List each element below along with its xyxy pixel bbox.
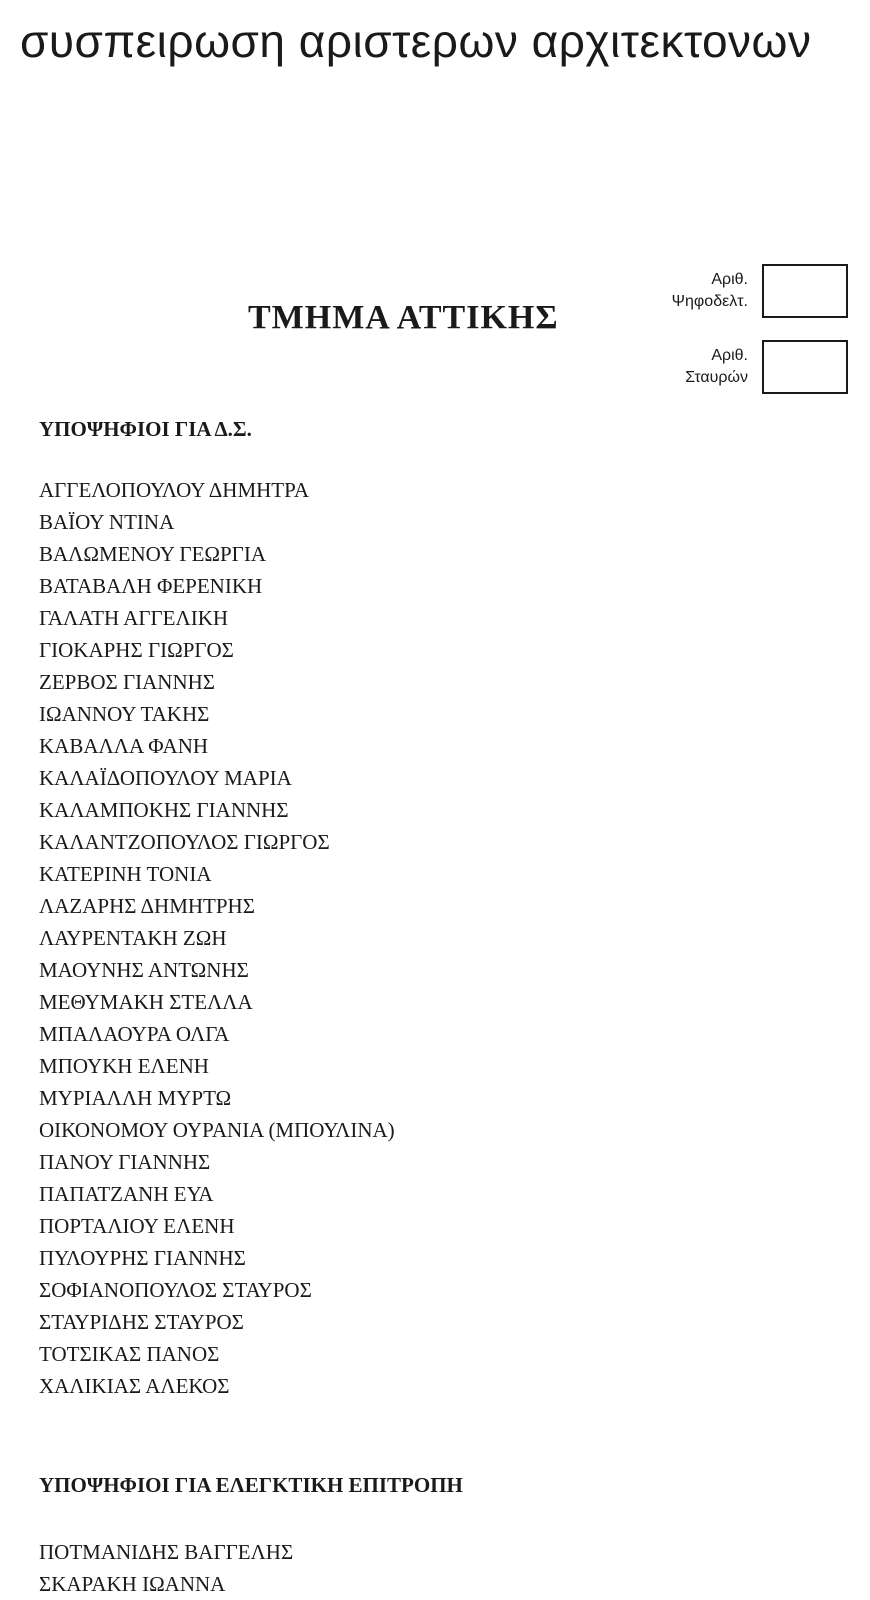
- candidate-name: ΠΟΤΜΑΝΙΔΗΣ ΒΑΓΓΕΛΗΣ: [39, 1540, 294, 1564]
- candidate-name: ΤΟΤΣΙΚΑΣ ΠΑΝΟΣ: [39, 1342, 220, 1366]
- audit-candidates-list: [39, 1536, 293, 1600]
- candidate-name: ΓΑΛΑΤΗ ΑΓΓΕΛΙΚΗ: [39, 606, 229, 630]
- candidate-name: ΠΟΡΤΑΛΙΟΥ ΕΛΕΝΗ: [39, 1214, 235, 1238]
- candidate-name: ΓΙΟΚΑΡΗΣ ΓΙΩΡΓΟΣ: [39, 638, 234, 662]
- ballot-count-box: [762, 264, 848, 318]
- candidate-name: ΟΙΚΟΝΟΜΟΥ ΟΥΡΑΝΙΑ (ΜΠΟΥΛΙΝΑ): [39, 1118, 395, 1142]
- candidate-name: ΣΤΑΥΡΙΔΗΣ ΣΤΑΥΡΟΣ: [39, 1310, 244, 1334]
- audit-candidates-heading: ΥΠΟΨΗΦΙΟΙ ΓΙΑ ΕΛΕΓΚΤΙΚΗ ΕΠΙΤΡΟΠΗ: [39, 1473, 463, 1497]
- candidate-name: ΣΚΑΡΑΚΗ ΙΩΑΝΝΑ: [39, 1572, 226, 1596]
- candidate-name: ΜΥΡΙΑΛΛΗ ΜΥΡΤΩ: [39, 1086, 232, 1110]
- candidate-name: ΒΑΤΑΒΑΛΗ ΦΕΡΕΝΙΚΗ: [39, 574, 263, 598]
- candidate-name: ΚΑΛΑΪΔΟΠΟΥΛΟΥ ΜΑΡΙΑ: [39, 766, 292, 790]
- cross-count-row: [685, 340, 848, 394]
- candidate-name: ΚΑΤΕΡΙΝΗ ΤΟΝΙΑ: [39, 862, 212, 886]
- candidate-name: ΠΥΛΟΥΡΗΣ ΓΙΑΝΝΗΣ: [39, 1246, 246, 1270]
- candidate-name: ΛΑΥΡΕΝΤΑΚΗ ΖΩΗ: [39, 926, 227, 950]
- cross-count-box: [762, 340, 848, 394]
- candidate-name: ΛΑΖΑΡΗΣ ΔΗΜΗΤΡΗΣ: [39, 894, 255, 918]
- candidate-name: ΚΑΒΑΛΛΑ ΦΑΝΗ: [39, 734, 209, 758]
- cross-count-label-line1: Αριθ.: [711, 347, 748, 364]
- candidate-name: ΜΑΟΥΝΗΣ ΑΝΤΩΝΗΣ: [39, 958, 249, 982]
- ballot-count-label: [672, 269, 748, 313]
- candidate-name: ΜΠΑΛΑΟΥΡΑ ΟΛΓΑ: [39, 1022, 230, 1046]
- section-title: ΤΜΗΜΑ ΑΤΤΙΚΗΣ: [248, 299, 559, 336]
- ballot-count-row: [672, 264, 848, 318]
- candidate-name: ΚΑΛΑΝΤΖΟΠΟΥΛΟΣ ΓΙΩΡΓΟΣ: [39, 830, 330, 854]
- candidate-name: ΠΑΝΟΥ ΓΙΑΝΝΗΣ: [39, 1150, 211, 1174]
- board-candidates-list: [39, 474, 395, 1402]
- organization-title: συσπειρωση αριστερων αρχιτεκτονων: [20, 15, 812, 67]
- candidate-name: ΣΟΦΙΑΝΟΠΟΥΛΟΣ ΣΤΑΥΡΟΣ: [39, 1278, 312, 1302]
- candidate-name: ΑΓΓΕΛΟΠΟΥΛΟΥ ΔΗΜΗΤΡΑ: [39, 478, 310, 502]
- ballot-count-label-line1: Αριθ.: [711, 271, 748, 288]
- candidate-name: ΖΕΡΒΟΣ ΓΙΑΝΝΗΣ: [39, 670, 215, 694]
- ballot-count-label-line2: Ψηφοδελτ.: [671, 293, 748, 310]
- candidate-name: ΒΑΪΟΥ ΝΤΙΝΑ: [39, 510, 175, 534]
- candidate-name: ΧΑΛΙΚΙΑΣ ΑΛΕΚΟΣ: [39, 1374, 230, 1398]
- board-candidates-heading: ΥΠΟΨΗΦΙΟΙ ΓΙΑ Δ.Σ.: [39, 417, 252, 441]
- cross-count-label: [685, 345, 748, 389]
- candidate-name: ΚΑΛΑΜΠΟΚΗΣ ΓΙΑΝΝΗΣ: [39, 798, 289, 822]
- candidate-name: ΜΕΘΥΜΑΚΗ ΣΤΕΛΛΑ: [39, 990, 253, 1014]
- candidate-name: ΒΑΛΩΜΕΝΟΥ ΓΕΩΡΓΙΑ: [39, 542, 266, 566]
- cross-count-label-line2: Σταυρών: [685, 369, 748, 386]
- candidate-name: ΠΑΠΑΤΖΑΝΗ ΕΥΑ: [39, 1182, 214, 1206]
- candidate-name: ΙΩΑΝΝΟΥ ΤΑΚΗΣ: [39, 702, 210, 726]
- candidate-name: ΜΠΟΥΚΗ ΕΛΕΝΗ: [39, 1054, 209, 1078]
